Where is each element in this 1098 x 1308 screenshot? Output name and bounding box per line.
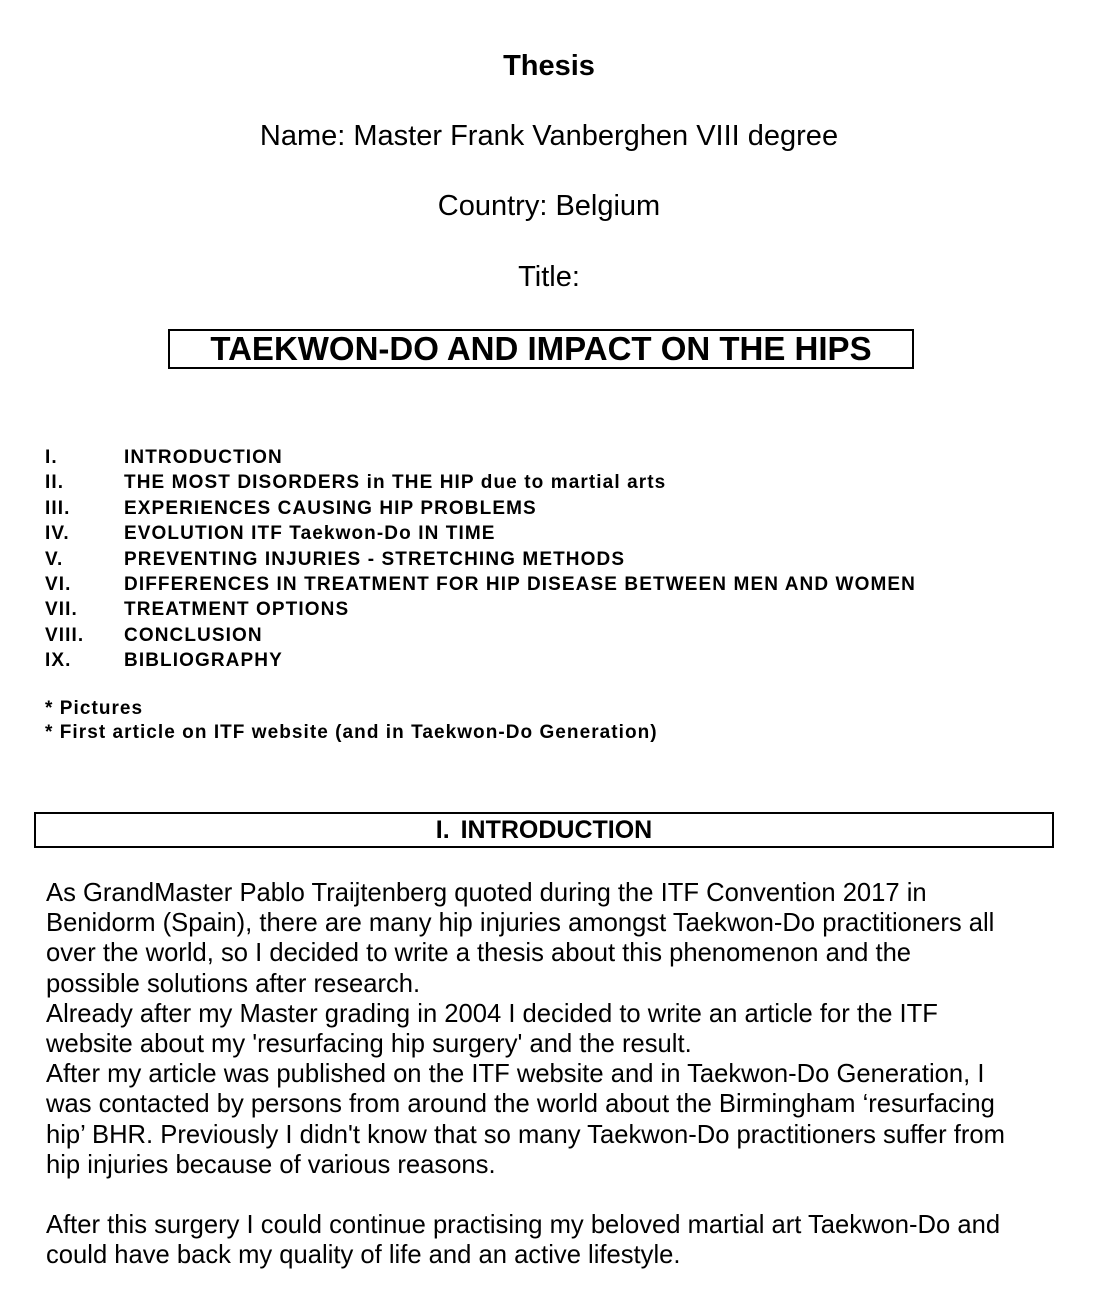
body-line: over the world, so I decided to write a thesis about this phenomenon and the — [46, 939, 912, 968]
body-line: could have back my quality of life and an active lifestyle. — [46, 1241, 681, 1270]
extras-item: * First article on ITF website (and in Taekwon-Do Generation) — [45, 722, 658, 743]
table-of-contents — [45, 445, 1065, 674]
toc-item-title: TREATMENT OPTIONS — [124, 599, 350, 621]
toc-item — [45, 547, 1065, 572]
body-line: After this surgery I could continue practising my beloved martial art Taekwon-Do and — [46, 1211, 1001, 1240]
toc-item-title: EXPERIENCES CAUSING HIP PROBLEMS — [124, 497, 537, 519]
introduction-body — [46, 878, 1056, 1270]
body-line: website about my 'resurfacing hip surgery' and the result. — [46, 1029, 692, 1058]
toc-item — [45, 572, 1065, 597]
body-line: hip’ BHR. Previously I didn't know that so many Taekwon-Do practitioners suffer from — [46, 1120, 1005, 1149]
toc-item-number: V. — [45, 548, 64, 570]
toc-item — [45, 648, 1065, 673]
toc-item-number: VII. — [45, 599, 78, 621]
body-line: As GrandMaster Pablo Traijtenberg quoted during the ITF Convention 2017 in — [46, 879, 927, 907]
toc-item — [45, 597, 1065, 622]
toc-item — [45, 445, 1065, 470]
toc-item-title: INTRODUCTION — [124, 447, 283, 468]
toc-item-title: CONCLUSION — [124, 624, 263, 646]
toc-item-number: I. — [45, 447, 58, 468]
toc-item-title: THE MOST DISORDERS in THE HIP due to martial arts — [124, 472, 667, 494]
toc-item-number: IX. — [45, 650, 72, 672]
body-line: hip injuries because of various reasons. — [46, 1150, 496, 1179]
toc-item — [45, 470, 1065, 495]
toc-item-number: VI. — [45, 573, 72, 595]
title-label: Title: — [518, 261, 580, 293]
toc-item — [45, 496, 1065, 521]
country-line: Country: Belgium — [437, 190, 661, 222]
toc-item — [45, 521, 1065, 546]
toc-item-number: VIII. — [45, 624, 85, 646]
body-line: was contacted by persons from around the world about the Birmingham ‘resurfacing — [46, 1090, 995, 1119]
toc-item-title: PREVENTING INJURIES - STRETCHING METHODS — [124, 548, 626, 570]
main-title-box — [168, 329, 914, 369]
toc-item — [45, 623, 1065, 648]
toc-item-number: IV. — [45, 523, 70, 545]
extras-list — [45, 697, 658, 745]
toc-item-title: BIBLIOGRAPHY — [124, 650, 283, 672]
section-heading-box — [34, 812, 1054, 848]
body-line: Already after my Master grading in 2004 I decided to write an article for the ITF — [46, 999, 938, 1028]
toc-item-title: EVOLUTION ITF Taekwon-Do IN TIME — [124, 523, 496, 545]
document-heading: Thesis — [503, 50, 595, 82]
toc-item-title: DIFFERENCES IN TREATMENT FOR HIP DISEASE BETWEEN MEN AND WOMEN — [124, 573, 916, 595]
body-line: After my article was published on the ITF website and in Taekwon-Do Generation, I — [46, 1060, 985, 1089]
author-name-line: Name: Master Frank Vanberghen VIII degree — [259, 120, 839, 152]
main-title: TAEKWON-DO AND IMPACT ON THE HIPS — [210, 330, 872, 367]
toc-item-number: II. — [45, 472, 65, 494]
section-heading: I. INTRODUCTION — [435, 816, 653, 844]
body-line: Benidorm (Spain), there are many hip injuries amongst Taekwon-Do practitioners all — [46, 909, 995, 938]
extras-item: * Pictures — [45, 698, 144, 719]
toc-item-number: III. — [45, 497, 71, 519]
body-line: possible solutions after research. — [46, 969, 421, 998]
paragraph-gap — [46, 1180, 1056, 1210]
